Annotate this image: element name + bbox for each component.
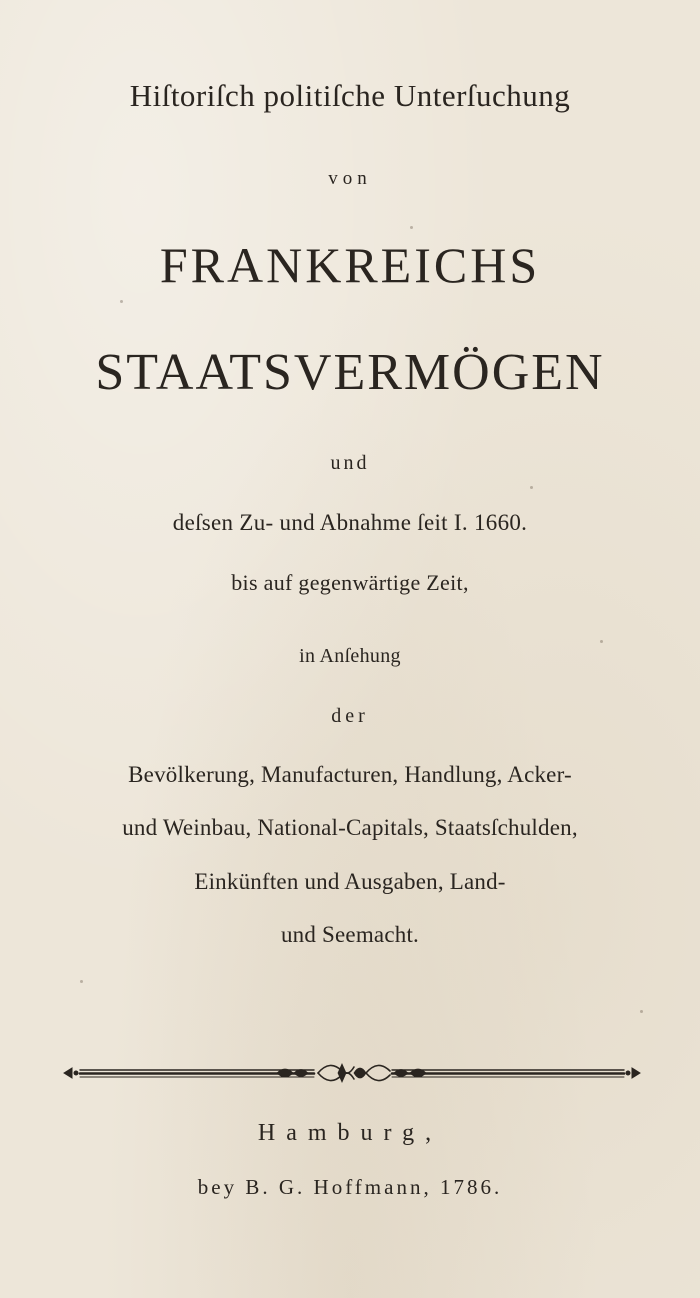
- subtitle-line-1: deſsen Zu- und Abnahme ſeit I. 1660.: [172, 510, 528, 535]
- connector-von: von: [328, 168, 372, 189]
- imprint-publisher-year: bey B. G. Hoffmann, 1786.: [197, 1175, 503, 1199]
- subtitle-line-2: bis auf gegenwärtige Zeit,: [231, 570, 469, 595]
- paper-speck: [530, 486, 533, 489]
- paper-speck: [120, 300, 123, 303]
- paper-speck: [410, 226, 413, 229]
- topics-line-2: und Weinbau, National-Capitals, Staatsſchulden,: [122, 815, 578, 840]
- topics-line-1: Bevölkerung, Manufacturen, Handlung, Acker-: [128, 762, 572, 787]
- topics-line-4: und Seemacht.: [280, 922, 419, 947]
- connector-und: und: [330, 452, 370, 474]
- paper-speck: [600, 640, 603, 643]
- heading-line: Hiſtoriſch politiſche Unterſuchung: [129, 78, 571, 113]
- connector-der: der: [331, 705, 369, 727]
- paper-speck: [80, 980, 83, 983]
- subtitle-line-3: in Anſehung: [299, 645, 401, 667]
- paper-speck: [640, 1010, 643, 1013]
- imprint-city: Hamburg,: [257, 1120, 443, 1146]
- main-title-line-2: STAATSVERMÖGEN: [95, 344, 605, 401]
- ornament-rule-icon: [62, 1058, 642, 1088]
- main-title-line-1: FRANKREICHS: [159, 237, 541, 293]
- topics-line-3: Einkünften und Ausgaben, Land-: [194, 869, 506, 894]
